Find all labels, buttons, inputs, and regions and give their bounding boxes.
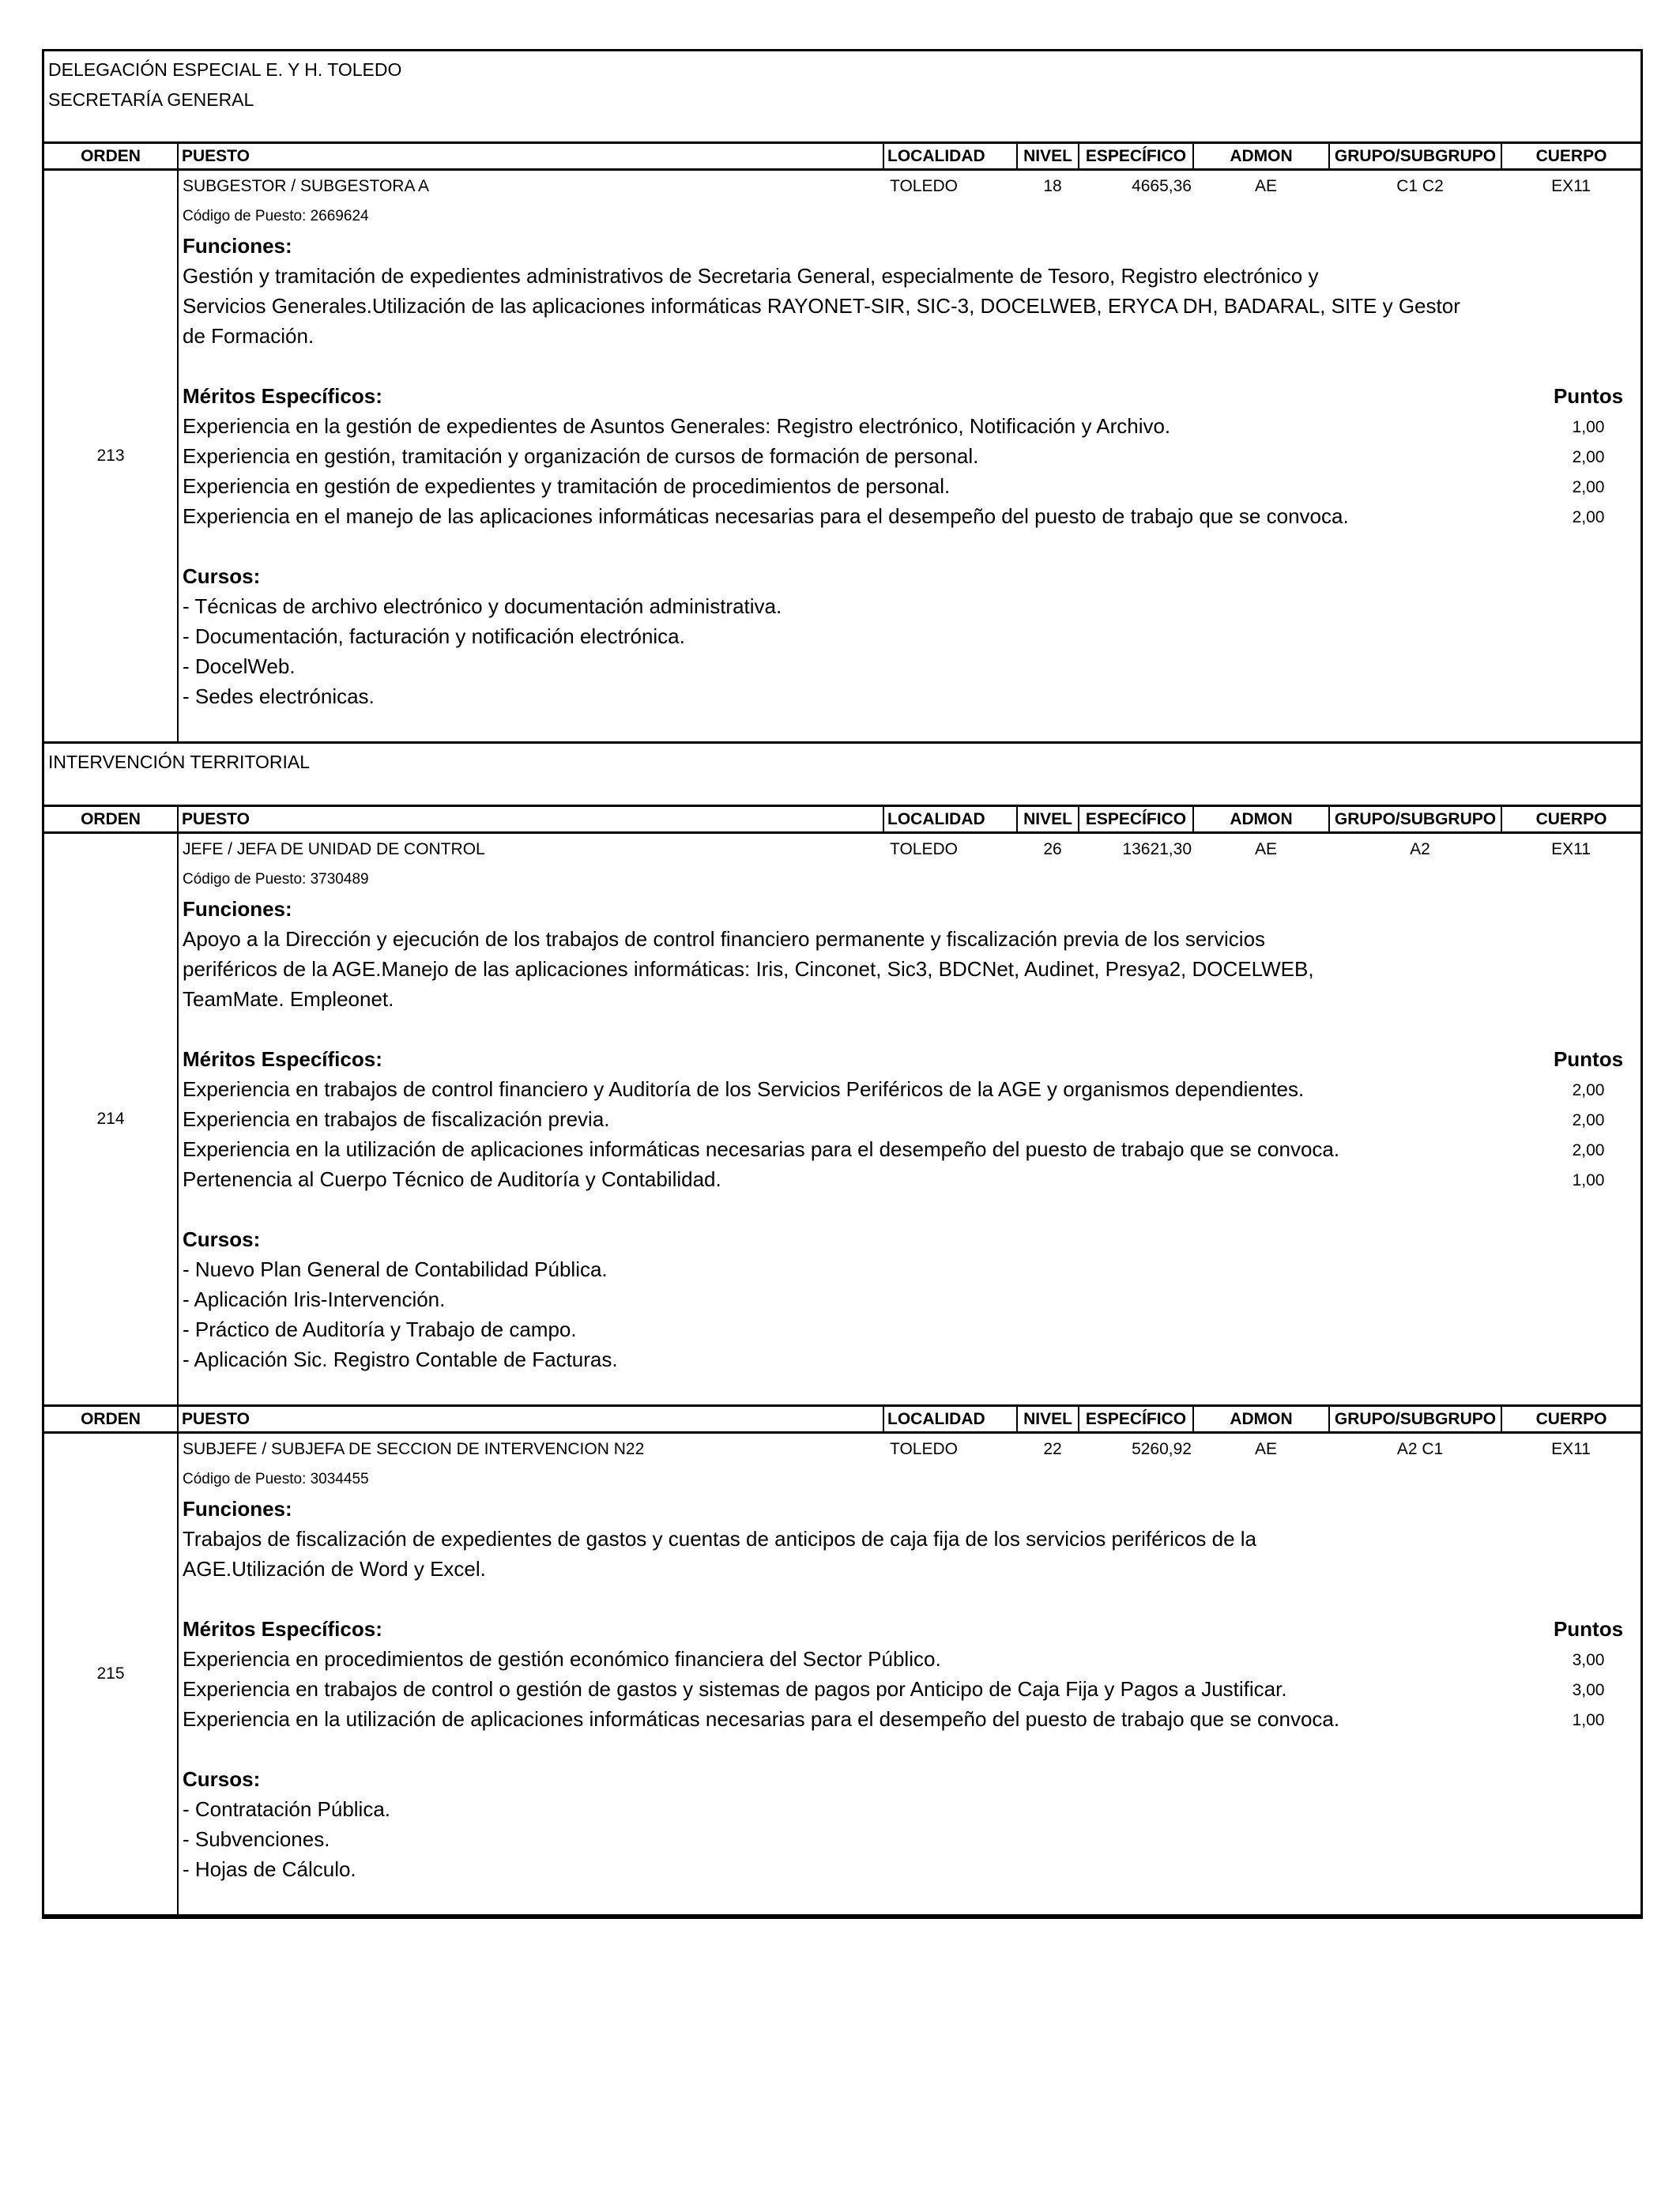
column-header-nivel: NIVEL: [1018, 1407, 1079, 1431]
column-header-admon: ADMON: [1194, 807, 1330, 831]
column-header-puesto: PUESTO: [179, 1407, 884, 1431]
column-header-cuerpo: CUERPO: [1535, 1410, 1607, 1428]
funciones-line: de Formación.: [183, 324, 315, 348]
merit-points: 3,00: [1572, 1651, 1605, 1669]
column-header-orden: ORDEN: [44, 144, 179, 168]
merit-text: Experiencia en trabajos de control o gestión de gastos y sistemas de pagos por Anticipo de Caja Fija y Pagos a Justificar.: [183, 1677, 1287, 1701]
curso-line: - Documentación, facturación y notificación electrónica.: [183, 624, 685, 648]
position-grupo: A2 C1: [1396, 1440, 1444, 1458]
meritos-heading: Méritos Específicos:: [183, 1617, 382, 1641]
column-header-grupo: GRUPO/SUBGRUPO: [1330, 807, 1502, 831]
column-header-cuerpo: CUERPO: [1535, 810, 1607, 828]
merit-points: 2,00: [1572, 508, 1605, 526]
column-header-especifico: ESPECÍFICO: [1079, 807, 1194, 831]
position-content: [179, 834, 1640, 1404]
position-especifico: 4665,36: [1132, 177, 1192, 195]
column-header-row: [44, 141, 1640, 171]
section-header: [44, 744, 1640, 805]
position-content: [179, 171, 1640, 741]
merit-text: Experiencia en procedimientos de gestión económico financiera del Sector Público.: [183, 1647, 941, 1671]
orden-number: 213: [44, 171, 179, 741]
meritos-header: [183, 381, 1640, 411]
column-header-puesto: PUESTO: [179, 144, 884, 168]
merit-points: 1,00: [1572, 418, 1605, 436]
merit-item: [183, 1704, 1640, 1734]
section-header-line: DELEGACIÓN ESPECIAL E. Y H. TOLEDO: [48, 59, 402, 80]
position-puesto: SUBJEFE / SUBJEFA DE SECCION DE INTERVENCION N22: [183, 1440, 645, 1458]
spacer: [183, 1584, 1640, 1614]
merit-item: [183, 1644, 1640, 1674]
position-row: [44, 171, 1640, 741]
position-nivel: 22: [1043, 1440, 1062, 1458]
merit-points: 2,00: [1572, 478, 1605, 496]
merit-text: Experiencia en la gestión de expedientes de Asuntos Generales: Registro electrónico, Notificación y Archivo.: [183, 414, 1171, 438]
merit-points: 3,00: [1572, 1681, 1605, 1699]
column-header-especifico: ESPECÍFICO: [1079, 1407, 1194, 1431]
merit-points: 1,00: [1572, 1711, 1605, 1729]
position-summary: [183, 834, 1640, 865]
spacer: [183, 351, 1640, 381]
document-frame: [42, 49, 1643, 1919]
section-header-line: SECRETARÍA GENERAL: [48, 89, 254, 110]
curso-line: - Sedes electrónicas.: [183, 684, 375, 708]
position-localidad: TOLEDO: [890, 840, 958, 858]
column-header-row: [44, 1404, 1640, 1434]
position-row: [44, 834, 1640, 1404]
merit-item: [183, 1134, 1640, 1164]
funciones-line: periféricos de la AGE.Manejo de las aplicaciones informáticas: Iris, Cinconet, Sic3, BDCNet, Audinet, Presya2, DOCELWEB,: [183, 957, 1314, 981]
column-header-nivel: NIVEL: [1018, 807, 1079, 831]
position-nivel: 18: [1043, 177, 1062, 195]
column-header-nivel: NIVEL: [1018, 144, 1079, 168]
column-header-localidad: LOCALIDAD: [884, 807, 1018, 831]
curso-line: - Contratación Pública.: [183, 1797, 391, 1821]
spacer: [183, 711, 1640, 741]
curso-line: - DocelWeb.: [183, 654, 296, 678]
column-header-admon: ADMON: [1194, 144, 1330, 168]
meritos-heading: Méritos Específicos:: [183, 384, 382, 408]
merit-item: [183, 501, 1640, 531]
merit-item: [183, 1674, 1640, 1704]
funciones-line: Servicios Generales.Utilización de las aplicaciones informáticas RAYONET-SIR, SIC-3, DOCELWEB, ERYCA DH, BADARAL, SITE y Gestor: [183, 294, 1460, 318]
merit-item: [183, 471, 1640, 501]
position-puesto: SUBGESTOR / SUBGESTORA A: [183, 177, 429, 195]
section-header: [44, 51, 1640, 141]
position-localidad: TOLEDO: [890, 1440, 958, 1458]
position-especifico: 5260,92: [1132, 1440, 1192, 1458]
curso-line: - Subvenciones.: [183, 1827, 330, 1851]
curso-line: - Aplicación Iris-Intervención.: [183, 1287, 446, 1311]
merit-points: 2,00: [1572, 1141, 1605, 1159]
position-grupo: C1 C2: [1396, 177, 1444, 195]
position-content: [179, 1434, 1640, 1914]
funciones-line: Trabajos de fiscalización de expedientes de gastos y cuentas de anticipos de caja fija de los servicios periféricos de la: [183, 1527, 1257, 1551]
merit-text: Experiencia en el manejo de las aplicaciones informáticas necesarias para el desempeño del puesto de trabajo que se convoca.: [183, 504, 1349, 528]
cursos-heading: Cursos:: [183, 1227, 261, 1251]
position-code: Código de Puesto: 3034455: [183, 1471, 369, 1487]
column-header-especifico: ESPECÍFICO: [1079, 144, 1194, 168]
position-code: Código de Puesto: 3730489: [183, 871, 369, 888]
merit-points: 2,00: [1572, 448, 1605, 466]
position-admon: AE: [1254, 1440, 1277, 1458]
column-header-localidad: LOCALIDAD: [884, 144, 1018, 168]
merit-text: Experiencia en la utilización de aplicaciones informáticas necesarias para el desempeño del puesto de trabajo que se convoca.: [183, 1707, 1340, 1731]
position-especifico: 13621,30: [1122, 840, 1192, 858]
position-cuerpo: EX11: [1551, 177, 1591, 195]
merit-text: Experiencia en gestión de expedientes y tramitación de procedimientos de personal.: [183, 474, 951, 498]
column-header-grupo: GRUPO/SUBGRUPO: [1330, 144, 1502, 168]
position-grupo: A2: [1410, 840, 1430, 858]
funciones-heading: Funciones:: [183, 1497, 292, 1521]
position-admon: AE: [1254, 177, 1277, 195]
position-summary: [183, 171, 1640, 202]
merit-item: [183, 441, 1640, 471]
meritos-heading: Méritos Específicos:: [183, 1047, 382, 1071]
position-cuerpo: EX11: [1551, 840, 1591, 858]
column-header-admon: ADMON: [1194, 1407, 1330, 1431]
merit-points: 1,00: [1572, 1171, 1605, 1189]
meritos-header: [183, 1614, 1640, 1644]
curso-line: - Nuevo Plan General de Contabilidad Pública.: [183, 1257, 608, 1281]
spacer: [183, 1194, 1640, 1224]
column-header-cuerpo: CUERPO: [1535, 147, 1607, 165]
cursos-heading: Cursos:: [183, 1767, 261, 1791]
column-header-puesto: PUESTO: [179, 807, 884, 831]
merit-text: Experiencia en trabajos de fiscalización previa.: [183, 1107, 610, 1131]
puntos-heading: Puntos: [1553, 1617, 1624, 1641]
merit-item: [183, 1164, 1640, 1194]
merit-text: Experiencia en la utilización de aplicaciones informáticas necesarias para el desempeño del puesto de trabajo que se convoca.: [183, 1137, 1340, 1161]
column-header-row: [44, 805, 1640, 834]
spacer: [183, 531, 1640, 561]
spacer: [183, 1734, 1640, 1764]
position-row: [44, 1434, 1640, 1917]
position-nivel: 26: [1043, 840, 1062, 858]
merit-item: [183, 1074, 1640, 1104]
position-localidad: TOLEDO: [890, 177, 958, 195]
funciones-heading: Funciones:: [183, 897, 292, 921]
column-header-localidad: LOCALIDAD: [884, 1407, 1018, 1431]
merit-text: Experiencia en trabajos de control financiero y Auditoría de los Servicios Periféricos de la AGE y organismos dependientes.: [183, 1077, 1305, 1101]
orden-number: 214: [44, 834, 179, 1404]
curso-line: - Aplicación Sic. Registro Contable de Facturas.: [183, 1348, 618, 1371]
spacer: [183, 1884, 1640, 1914]
spacer: [183, 1014, 1640, 1044]
orden-number: 215: [44, 1434, 179, 1914]
funciones-heading: Funciones:: [183, 234, 292, 258]
funciones-line: Apoyo a la Dirección y ejecución de los trabajos de control financiero permanente y fiscalización previa de los servicios: [183, 927, 1266, 951]
merit-item: [183, 1104, 1640, 1134]
puntos-heading: Puntos: [1553, 384, 1624, 408]
position-admon: AE: [1254, 840, 1277, 858]
merit-points: 2,00: [1572, 1111, 1605, 1129]
meritos-header: [183, 1044, 1640, 1074]
position-summary: [183, 1434, 1640, 1465]
column-header-orden: ORDEN: [44, 807, 179, 831]
merit-item: [183, 411, 1640, 441]
cursos-heading: Cursos:: [183, 564, 261, 588]
puntos-heading: Puntos: [1553, 1047, 1624, 1071]
merit-points: 2,00: [1572, 1081, 1605, 1099]
curso-line: - Hojas de Cálculo.: [183, 1857, 356, 1881]
curso-line: - Técnicas de archivo electrónico y documentación administrativa.: [183, 594, 782, 618]
section-header-line: INTERVENCIÓN TERRITORIAL: [48, 752, 311, 772]
funciones-line: AGE.Utilización de Word y Excel.: [183, 1557, 486, 1581]
spacer: [183, 1374, 1640, 1404]
curso-line: - Práctico de Auditoría y Trabajo de campo.: [183, 1318, 577, 1341]
funciones-line: TeamMate. Empleonet.: [183, 987, 394, 1011]
funciones-line: Gestión y tramitación de expedientes administrativos de Secretaria General, especialmente de Tesoro, Registro electrónico y: [183, 264, 1319, 288]
merit-text: Experiencia en gestión, tramitación y organización de cursos de formación de personal.: [183, 444, 979, 468]
column-header-orden: ORDEN: [44, 1407, 179, 1431]
column-header-grupo: GRUPO/SUBGRUPO: [1330, 1407, 1502, 1431]
position-code: Código de Puesto: 2669624: [183, 208, 369, 224]
position-puesto: JEFE / JEFA DE UNIDAD DE CONTROL: [183, 840, 485, 858]
merit-text: Pertenencia al Cuerpo Técnico de Auditoría y Contabilidad.: [183, 1167, 721, 1191]
position-cuerpo: EX11: [1551, 1440, 1591, 1458]
